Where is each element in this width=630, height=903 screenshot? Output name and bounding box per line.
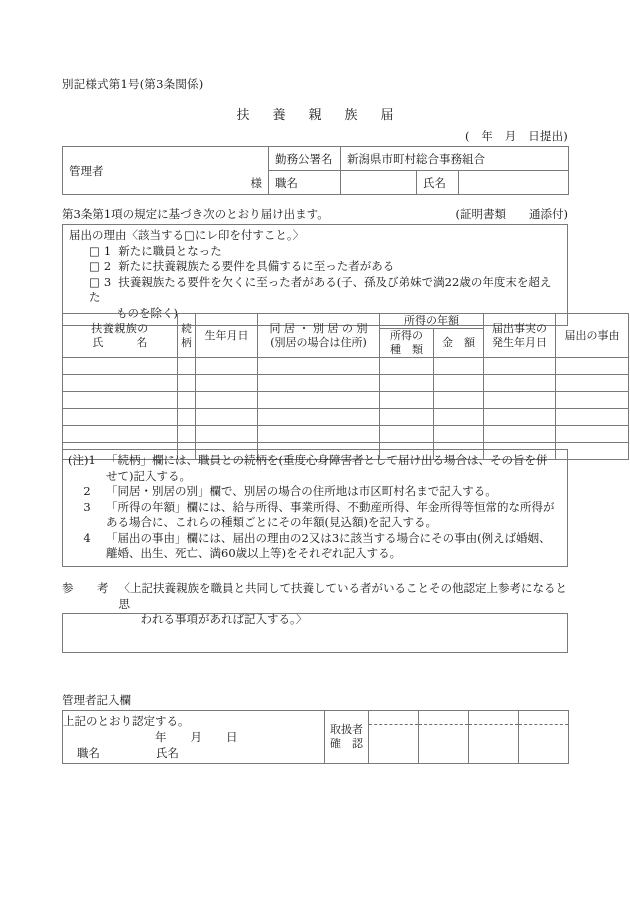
page-title: 扶 養 親 族 届 — [236, 108, 399, 123]
column-header-birthdate: 生年月日 — [196, 314, 258, 358]
reason-option-number: 3 — [103, 274, 112, 289]
cell-residence[interactable] — [258, 426, 380, 443]
cell-reason[interactable] — [556, 358, 629, 375]
column-header-event-date: 届出事実の 発生年月日 — [484, 314, 556, 358]
reason-heading: 届出の理由〈該当する□にレ印を付すこと。〉 — [69, 228, 305, 242]
note-label: 4 — [83, 530, 91, 545]
cell-residence[interactable] — [258, 392, 380, 409]
handler-confirm-label: 取扱者 確 認 — [325, 711, 369, 764]
cell-relationship[interactable] — [178, 426, 196, 443]
cell-reason[interactable] — [556, 392, 629, 409]
cell-income-amount[interactable] — [434, 375, 484, 392]
checkbox-icon[interactable]: □ — [89, 274, 100, 289]
certification-text: 上記のとおり認定する。 — [63, 714, 190, 728]
column-header-name: 扶養親族の 氏 名 — [63, 314, 178, 358]
cell-event-date[interactable] — [484, 375, 556, 392]
cell-income-amount[interactable] — [434, 426, 484, 443]
note-text: 「同居・別居の別」欄で、別居の場合の住所地は市区町村名まで記入する。 — [106, 484, 497, 498]
note-item-1 — [68, 453, 560, 484]
note-text: 「届出の事由」欄には、届出の理由の2又は3に該当する場合にその事由(例えば婚姻、 離婚、出生、死亡、満60歳以上等)をそれぞれ記入する。 — [106, 530, 551, 560]
checkbox-icon[interactable]: □ — [89, 243, 100, 258]
cell-name[interactable] — [63, 375, 178, 392]
reason-option-label: 新たに扶養親族たる要件を具備するに至った者がある — [118, 259, 395, 273]
cell-relationship[interactable] — [178, 392, 196, 409]
dependents-table — [62, 313, 629, 460]
position-label: 職名 — [77, 746, 100, 760]
position-value-field[interactable] — [341, 171, 417, 195]
reason-option-label: 扶養親族たる要件を欠くに至った者がある(子、孫及び弟妹で満22歳の年度末を超えた — [89, 274, 552, 304]
office-name-value: 新潟県市町村総合事務組合 — [341, 147, 569, 171]
cell-residence[interactable] — [258, 409, 380, 426]
statement-text: 第3条第1項の規定に基づき次のとおり届け出ます。 — [62, 207, 329, 221]
footer-section-label: 管理者記入欄 — [62, 693, 131, 707]
note-text: 「所得の年額」欄には、給与所得、事業所得、不動産所得、年金所得等恒常的な所得が ある場合に、これらの種類ごとにその年額(見込額)を記入する。 — [106, 499, 555, 529]
cell-relationship[interactable] — [178, 358, 196, 375]
statement-line — [62, 206, 568, 222]
cell-relationship[interactable] — [178, 409, 196, 426]
name-label: 氏名 — [417, 171, 459, 195]
cell-name[interactable] — [63, 409, 178, 426]
column-header-income-group: 所得の年額 — [380, 314, 484, 329]
cell-event-date[interactable] — [484, 358, 556, 375]
note-label: (注)1 — [68, 453, 96, 467]
date-day-label: 日 — [226, 730, 238, 744]
sama-suffix: 様 — [250, 176, 262, 190]
attachment-note: (証明書類 通添付) — [455, 207, 568, 221]
cell-birthdate[interactable] — [196, 392, 258, 409]
reason-option-label: 新たに職員となった — [118, 243, 222, 258]
note-item-4 — [68, 531, 560, 562]
certification-cell — [63, 711, 325, 764]
cell-event-date[interactable] — [484, 426, 556, 443]
note-text: 「続柄」欄には、職員との続柄を(重度心身障害者として届け出る場合は、その旨を併 せて)記入する。 — [106, 453, 548, 483]
note-label: 2 — [83, 484, 91, 498]
table-row — [63, 409, 629, 426]
cell-event-date[interactable] — [484, 409, 556, 426]
cell-income-type[interactable] — [380, 375, 434, 392]
cell-income-amount[interactable] — [434, 392, 484, 409]
table-row — [63, 375, 629, 392]
notes-box — [62, 449, 568, 567]
reason-option-3[interactable] — [69, 275, 561, 306]
cell-birthdate[interactable] — [196, 426, 258, 443]
note-label: 3 — [83, 499, 91, 514]
cell-name[interactable] — [63, 426, 178, 443]
dependents-table-body — [63, 358, 629, 460]
office-name-label: 勤務公署名 — [269, 147, 341, 171]
cell-income-type[interactable] — [380, 392, 434, 409]
column-header-relationship: 続 柄 — [178, 314, 196, 358]
reason-option-1[interactable] — [69, 244, 561, 260]
cell-residence[interactable] — [258, 375, 380, 392]
cell-birthdate[interactable] — [196, 409, 258, 426]
reference-line-2: われる事項があれば記入する。〉 — [140, 612, 308, 626]
cell-income-type[interactable] — [380, 358, 434, 375]
reason-option-3-continuation: ものを除く) — [116, 305, 178, 320]
cell-reason[interactable] — [556, 409, 629, 426]
column-header-residence: 同 居 ・ 別 居 の 別 (別居の場合は住所) — [258, 314, 380, 358]
table-row — [63, 358, 629, 375]
cell-reason[interactable] — [556, 375, 629, 392]
stamp-box[interactable] — [469, 711, 519, 764]
table-row — [63, 147, 569, 171]
table-row — [63, 392, 629, 409]
stamp-box[interactable] — [419, 711, 469, 764]
reference-label: 参 考 — [62, 581, 115, 595]
certification-names — [63, 745, 324, 761]
table-row — [63, 711, 569, 764]
administrator-label: 管理者 — [69, 163, 104, 178]
name-value-field[interactable] — [459, 171, 569, 195]
note-item-3 — [68, 500, 560, 531]
cell-event-date[interactable] — [484, 392, 556, 409]
cell-residence[interactable] — [258, 358, 380, 375]
cell-income-type[interactable] — [380, 426, 434, 443]
reason-option-2[interactable] — [69, 259, 561, 275]
date-month-label: 月 — [190, 730, 202, 744]
reference-line-1: 〈上記扶養親族を職員と共同して扶養している者がいることその他認定上参考になると思 — [118, 581, 567, 611]
submission-date-line: ( 年 月 日提出) — [465, 129, 568, 143]
column-header-income-type: 所得の 種 類 — [380, 329, 434, 358]
administrator-cell — [63, 147, 269, 195]
stamp-box[interactable] — [369, 711, 419, 764]
position-label: 職名 — [269, 171, 341, 195]
cell-name[interactable] — [63, 392, 178, 409]
cell-birthdate[interactable] — [196, 375, 258, 392]
reference-input-box[interactable] — [62, 613, 568, 653]
name-label: 氏名 — [156, 746, 179, 760]
cell-income-amount[interactable] — [434, 409, 484, 426]
stamp-box[interactable] — [519, 711, 569, 764]
checkbox-icon[interactable]: □ — [89, 259, 100, 273]
header-table — [62, 146, 569, 195]
form-number: 別記様式第1号(第3条関係) — [62, 77, 204, 91]
cell-name[interactable] — [63, 358, 178, 375]
certification-date — [63, 729, 324, 745]
table-header-row — [63, 314, 629, 329]
cell-relationship[interactable] — [178, 375, 196, 392]
column-header-income-amount: 金 額 — [434, 329, 484, 358]
note-item-2 — [68, 484, 560, 500]
column-header-reason: 届出の事由 — [556, 314, 629, 358]
reason-option-number: 2 — [103, 259, 112, 273]
cell-birthdate[interactable] — [196, 358, 258, 375]
table-row — [63, 426, 629, 443]
date-year-label: 年 — [155, 730, 167, 744]
approval-table — [62, 710, 569, 764]
cell-income-amount[interactable] — [434, 358, 484, 375]
reason-option-number: 1 — [103, 243, 112, 258]
cell-income-type[interactable] — [380, 409, 434, 426]
reason-box — [62, 224, 568, 326]
cell-reason[interactable] — [556, 426, 629, 443]
